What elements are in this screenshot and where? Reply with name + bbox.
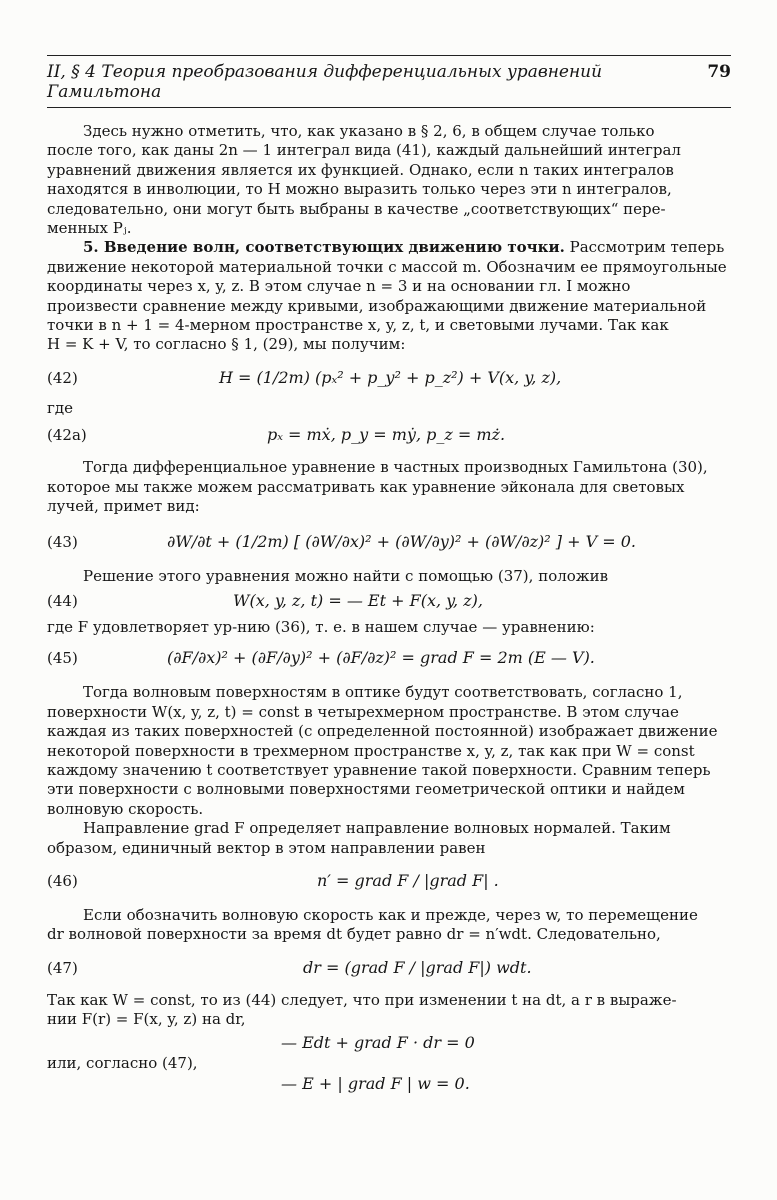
equation-42 [47,367,731,389]
text-line: Так как W = const, то из (44) следует, что при изменении t на dt, а r в выраже- [47,990,677,1009]
equation-label: (42) [47,368,78,387]
book-page [47,55,731,1095]
equation-body: (∂F/∂x)² + (∂F/∂y)² + (∂F/∂z)² = grad F = 2m (E — V). [167,648,595,668]
text-line: после того, как даны 2n — 1 интеграл вида (41), каждый дальнейший интеграл [47,141,681,160]
section-title: 5. Введение волн, соответствующих движению точки. [83,238,565,257]
paragraph-wave-surfaces [47,683,731,819]
section-5 [47,238,731,354]
text-line: которое мы также можем рассматривать как уравнение эйконала для световых [47,477,685,496]
paragraph-wave-speed [47,906,731,945]
equation-body: dr = (grad F / |grad F|) wdt. [303,957,532,977]
text-line [47,238,731,257]
text-line: координаты через x, y, z. В этом случае n = 3 и на основании гл. I можно [47,277,631,296]
equation-body: — E + | grad F | w = 0. [281,1074,470,1093]
equation-label: (43) [47,532,78,551]
paragraph-hamilton [47,458,731,516]
equation-label: (47) [47,958,78,977]
equation-49 [47,1073,731,1095]
text-line: точки в n + 1 = 4-мерном пространстве x, y, z, t, и световыми лучами. Так как [47,316,669,335]
text-line: H = K + V, то согласно § 1, (29), мы получим: [47,335,406,354]
equation-label: (45) [47,649,78,668]
paragraph-gradient [47,819,731,858]
text-line: каждому значению t соответствует уравнение такой поверхности. Сравним теперь [47,760,711,779]
equation-45 [47,647,731,669]
equation-body: ∂W/∂t + (1/2m) [ (∂W/∂x)² + (∂W/∂y)² + (∂W/∂z)² ] + V = 0. [167,531,637,551]
equation-label: (46) [47,871,78,890]
equation-48 [47,1032,731,1054]
running-header [47,55,731,108]
equation-body: pₓ = mẋ, p_y = mẏ, p_z = mż. [267,425,506,445]
equation-body: H = (1/2m) (pₓ² + p_y² + p_z²) + V(x, y, z), [219,367,562,387]
equation-label: (42a) [47,426,87,445]
equation-47 [47,957,731,979]
text-line: волновую скорость. [47,799,204,818]
header-title: II, § 4 Теория преобразования дифференциальных уравнений Гамильтона [47,62,603,102]
text-line: где F удовлетворяет ур-нию (36), т. е. в нашем случае — уравнению: [47,617,595,636]
text-line: dr волновой поверхности за время dt будет равно dr = n′wdt. Следовательно, [47,925,661,944]
equation-body: — Edt + grad F · dr = 0 [281,1032,475,1052]
text-line: эти поверхности с волновыми поверхностями геометрической оптики и найдем [47,780,685,799]
text-line: Направление grad F определяет направление волновых нормалей. Таким [83,819,671,838]
text-line: Решение этого уравнения можно найти с помощью (37), положив [83,566,609,585]
text-line: где [47,398,73,417]
text-line: или, согласно (47), [47,1053,198,1072]
text-line: Здесь нужно отметить, что, как указано в § 2, 6, в общем случае только [83,122,655,140]
paragraph-const [47,991,731,1030]
text-line: некоторой поверхности в трехмерном пространстве x, y, z, так как при W = const [47,741,695,760]
section-lead: Рассмотрим теперь [569,238,725,257]
page-number: 79 [707,62,731,82]
paragraph-integrals [47,122,731,238]
text-line: уравнений движения является их функцией. Однако, если n таких интегралов [47,160,674,179]
text-line: движение некоторой материальной точки с массой m. Обозначим ее прямоугольные [47,257,727,276]
text-line: образом, единичный вектор в этом направлении равен [47,838,486,857]
equation-43 [47,531,731,553]
text-line: Если обозначить волновую скорость как и прежде, через w, то перемещение [83,905,698,924]
text-line: поверхности W(x, y, z, t) = const в четырехмерном пространстве. В этом случае [47,702,679,721]
text-line: нии F(r) = F(x, y, z) на dr, [47,1010,246,1029]
equation-body: W(x, y, z, t) = — Et + F(x, y, z), [233,590,483,610]
equation-44 [47,590,731,612]
text-line: каждая из таких поверхностей (с определенной постоянной) изображает движение [47,722,718,741]
text-line: следовательно, они могут быть выбраны в качестве „соответствующих“ пере- [47,199,666,218]
equation-body: n′ = grad F / |grad F| . [317,870,499,890]
text-line: Тогда дифференциальное уравнение в частных производных Гамильтона (30), [83,458,708,477]
equation-42a [47,424,731,446]
equation-46 [47,870,731,892]
text-line: менных Pⱼ. [47,219,132,238]
text-line: находятся в инволюции, то H можно выразить только через эти n интегралов, [47,180,672,199]
equation-label: (44) [47,591,78,610]
text-line: произвести сравнение между кривыми, изображающими движение материальной [47,296,707,315]
text-line: лучей, примет вид: [47,497,200,516]
text-line: Тогда волновым поверхностям в оптике будут соответствовать, согласно 1, [83,683,683,702]
